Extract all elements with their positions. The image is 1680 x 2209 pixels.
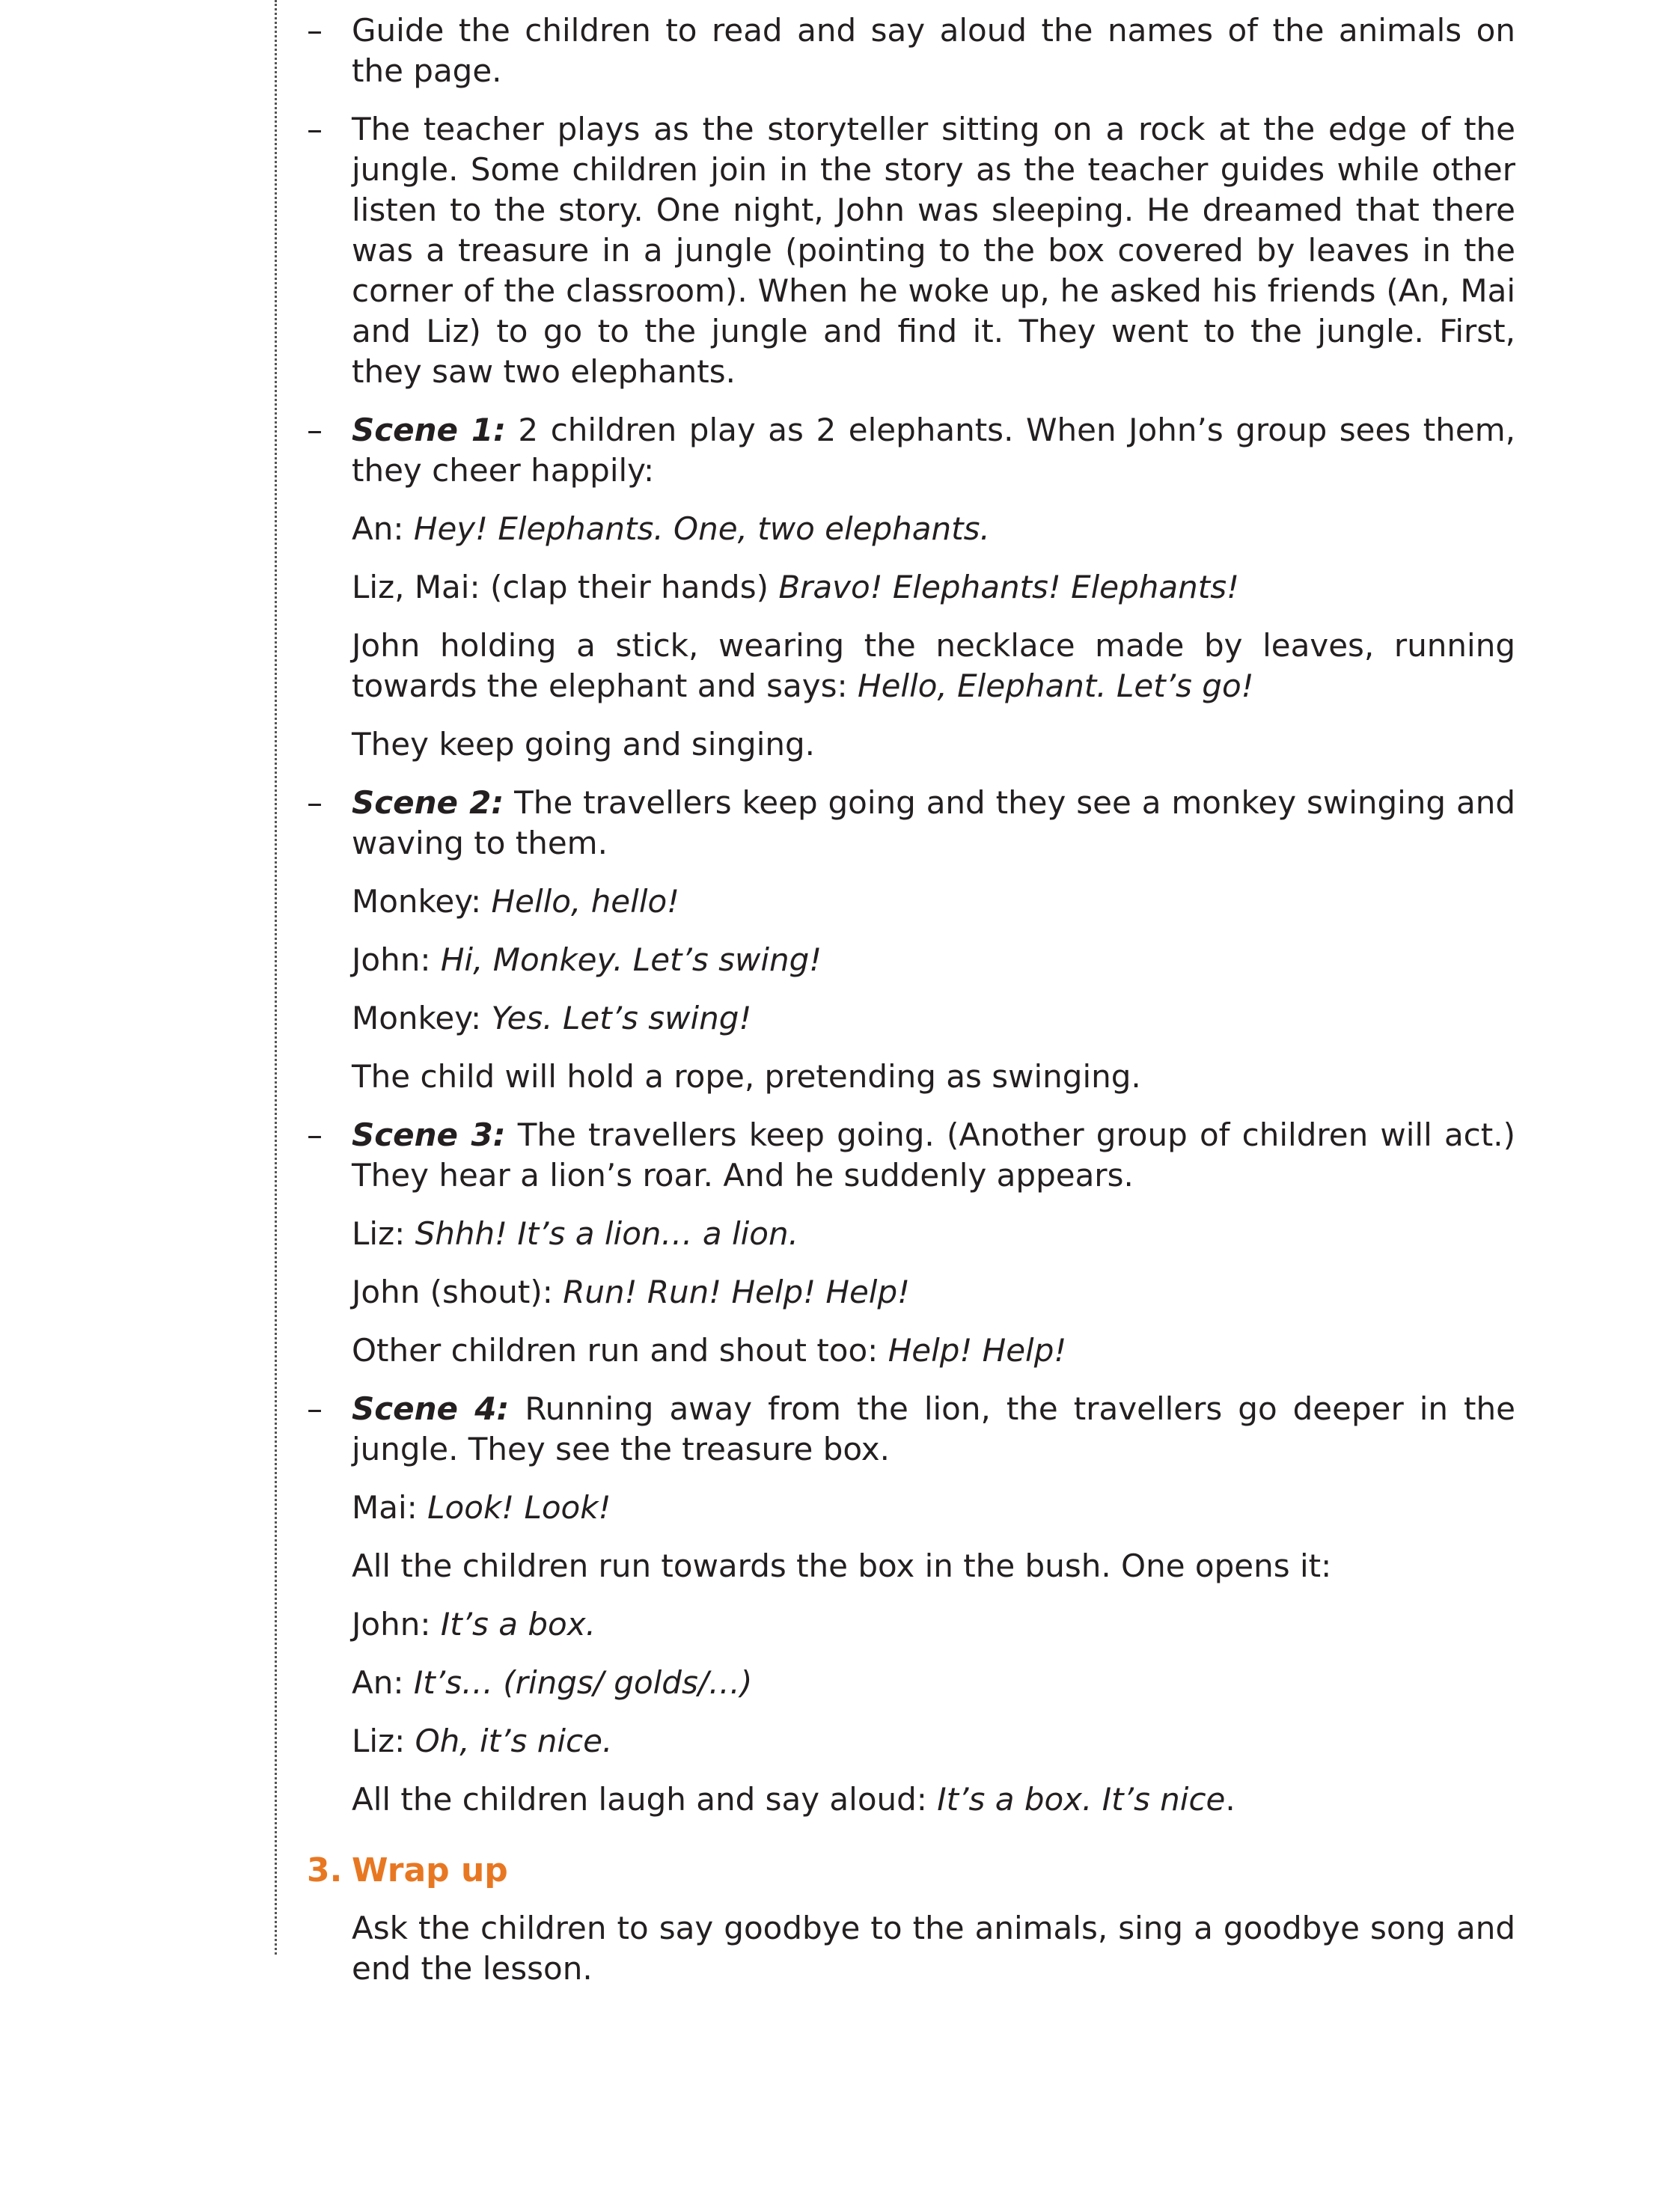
scene-4-item: [307, 1389, 1515, 1820]
line-prefix: John:: [352, 941, 441, 978]
line-speech: It’s a box. It’s nice: [937, 1781, 1226, 1818]
margin-dotted-rule: [275, 0, 277, 1955]
dialogue-line: [352, 1488, 1515, 1528]
line-prefix: John (shout):: [352, 1274, 563, 1310]
line-prefix: Liz:: [352, 1215, 415, 1252]
line-prefix: Monkey:: [352, 883, 492, 920]
line-prefix: Mai:: [352, 1489, 428, 1526]
line-speech: Bravo! Elephants! Elephants!: [778, 569, 1239, 605]
dash-marker: –: [307, 111, 323, 147]
dialogue-line: [352, 1721, 1515, 1762]
line-speech: Yes. Let’s swing!: [491, 1000, 752, 1036]
line-prefix: Liz, Mai: (clap their hands): [352, 569, 779, 605]
scene-label: Scene 3:: [352, 1116, 506, 1153]
wrap-up-section: [307, 1850, 1515, 1989]
line-speech: It’s a box.: [440, 1606, 596, 1643]
bullet-item-storyteller: [307, 109, 1515, 392]
line-prefix: The child will hold a rope, pretending as swinging.: [352, 1058, 1141, 1095]
line-prefix: John:: [352, 1606, 441, 1643]
page-content: [307, 10, 1515, 1989]
scene-label: Scene 1:: [352, 412, 506, 448]
dash-marker: –: [307, 12, 323, 49]
scene-intro-text: The travellers keep going and they see a monkey swinging and waving to them.: [352, 784, 1515, 861]
dialogue-line: [352, 882, 1515, 922]
line-speech: Hello, Elephant. Let’s go!: [857, 667, 1254, 704]
line-prefix: An:: [352, 510, 414, 547]
dash-marker: –: [307, 1390, 323, 1427]
wrap-up-text: Ask the children to say goodbye to the animals, sing a goodbye song and end the lesson.: [352, 1910, 1515, 1987]
scene-label: Scene 2:: [352, 784, 504, 821]
scene-intro-text: Running away from the lion, the travellers go deeper in the jungle. They see the treasure box.: [352, 1390, 1515, 1467]
line-prefix: Monkey:: [352, 1000, 492, 1036]
section-title: Wrap up: [352, 1851, 508, 1889]
line-prefix: All the children laugh and say aloud:: [352, 1781, 938, 1818]
line-speech: Oh, it’s nice.: [415, 1723, 613, 1759]
bullet-text: Guide the children to read and say aloud the names of the animals on the page.: [352, 12, 1515, 89]
dialogue-line: [352, 998, 1515, 1039]
dialogue-line: [352, 1663, 1515, 1703]
line-speech: Shhh! It’s a lion… a lion.: [415, 1215, 798, 1252]
scene-intro: [352, 1389, 1515, 1470]
dialogue-line: [352, 940, 1515, 980]
dialogue-line: [352, 1214, 1515, 1254]
line-prefix: Other children run and shout too:: [352, 1332, 888, 1369]
scene-3-item: [307, 1115, 1515, 1371]
dialogue-line: [352, 509, 1515, 549]
scene-intro: [352, 410, 1515, 491]
dialogue-line: [352, 1604, 1515, 1645]
line-speech: Hi, Monkey. Let’s swing!: [440, 941, 822, 978]
scene-intro-text: 2 children play as 2 elephants. When John’s group sees them, they cheer happily:: [352, 412, 1515, 489]
bullet-text: The teacher plays as the storyteller sitting on a rock at the edge of the jungle. Some children join in the story as the teacher guides while other listen to the story. One night, John was sleeping. He dreamed that there was a treasure in a jungle (pointing to the box covered by leaves in the corner of the classroom). When he woke up, he asked his friends (An, Mai and Liz) to go to the jungle and find it. They went to the jungle. First, they saw two elephants.: [352, 111, 1515, 390]
line-speech: Look! Look!: [427, 1489, 611, 1526]
line-prefix: They keep going and singing.: [352, 726, 815, 763]
scene-1-item: [307, 410, 1515, 765]
scene-intro-text: The travellers keep going. (Another group of children will act.) They hear a lion’s roar. And he suddenly appears.: [352, 1116, 1515, 1194]
line-prefix: All the children run towards the box in the bush. One opens it:: [352, 1547, 1332, 1584]
line-speech: Hello, hello!: [491, 883, 680, 920]
dialogue-line: [352, 1057, 1515, 1097]
line-speech: Run! Run! Help! Help!: [563, 1274, 910, 1310]
dialogue-line: [352, 1546, 1515, 1586]
line-speech: It’s… (rings/ golds/…): [413, 1664, 753, 1701]
dialogue-line: [352, 1272, 1515, 1313]
dialogue-line: [352, 626, 1515, 706]
dialogue-line: [352, 724, 1515, 765]
scene-label: Scene 4:: [352, 1390, 510, 1427]
section-heading: [307, 1850, 1515, 1892]
line-speech: Help! Help!: [888, 1332, 1067, 1369]
scene-2-item: [307, 783, 1515, 1097]
scene-intro: [352, 783, 1515, 864]
dash-marker: –: [307, 1116, 323, 1153]
bullet-item-read-names: [307, 10, 1515, 91]
line-prefix: An:: [352, 1664, 414, 1701]
dash-marker: –: [307, 412, 323, 448]
line-prefix: John holding a stick, wearing the necklace made by leaves, running towards the elephant and says:: [352, 627, 1515, 704]
dialogue-line: [352, 1779, 1515, 1820]
scene-intro: [352, 1115, 1515, 1196]
line-speech: Hey! Elephants. One, two elephants.: [413, 510, 990, 547]
dash-marker: –: [307, 784, 323, 821]
dialogue-line: [352, 1330, 1515, 1371]
section-number: 3.: [307, 1851, 343, 1889]
line-suffix: .: [1225, 1781, 1235, 1818]
line-prefix: Liz:: [352, 1723, 415, 1759]
dialogue-line: [352, 567, 1515, 608]
